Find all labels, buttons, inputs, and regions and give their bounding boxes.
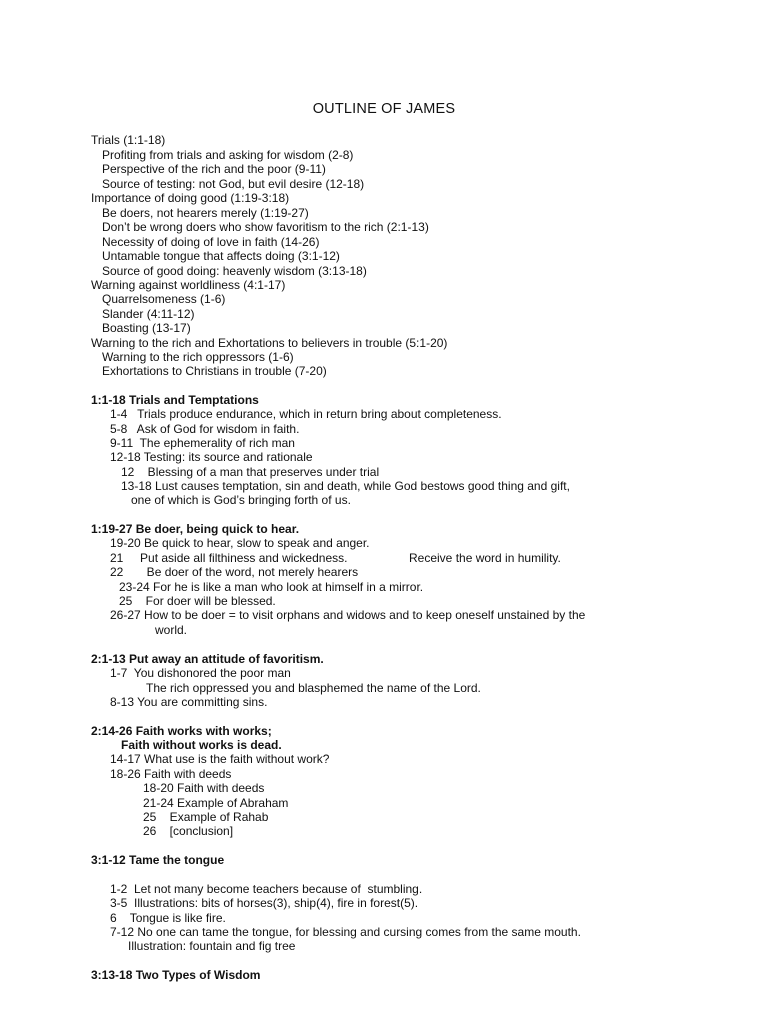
outline-item: Trials (1:1-18) bbox=[91, 133, 166, 147]
section-line: 18-20 Faith with deeds bbox=[143, 781, 265, 795]
section-heading: 2:14-26 Faith works with works; bbox=[91, 724, 272, 738]
outline-item: Warning to the rich and Exhortations to believers in trouble (5:1-20) bbox=[91, 336, 448, 350]
section-line: 26 [conclusion] bbox=[143, 824, 234, 838]
outline-subitem: Slander (4:11-12) bbox=[102, 307, 195, 321]
section-line: 1-7 You dishonored the poor man bbox=[110, 666, 291, 680]
section-line: 18-26 Faith with deeds bbox=[110, 767, 232, 781]
section-heading: Faith without works is dead. bbox=[121, 738, 282, 752]
section-line: 1-2 Let not many become teachers because of stumbling. bbox=[110, 882, 423, 896]
section-heading: 2:1-13 Put away an attitude of favoritism. bbox=[91, 652, 324, 666]
outline-subitem: Source of good doing: heavenly wisdom (3:13-18) bbox=[102, 264, 367, 278]
section-heading: 1:19-27 Be doer, being quick to hear. bbox=[91, 522, 300, 536]
outline-subitem: Don’t be wrong doers who show favoritism to the rich (2:1-13) bbox=[102, 220, 429, 234]
section-line: 25 Example of Rahab bbox=[143, 810, 269, 824]
section-line: 1-4 Trials produce endurance, which in return bring about completeness. bbox=[110, 407, 502, 421]
section-line: 13-18 Lust causes temptation, sin and death, while God bestows good thing and gift, bbox=[121, 479, 570, 493]
section-line: 22 Be doer of the word, not merely hearers bbox=[110, 565, 359, 579]
section-line: 23-24 For he is like a man who look at himself in a mirror. bbox=[119, 580, 424, 594]
section-line: The rich oppressed you and blasphemed the name of the Lord. bbox=[146, 681, 481, 695]
section-line: 5-8 Ask of God for wisdom in faith. bbox=[110, 422, 300, 436]
section-line: 7-12 No one can tame the tongue, for blessing and cursing comes from the same mouth. bbox=[110, 925, 581, 939]
outline-subitem: Profiting from trials and asking for wisdom (2-8) bbox=[102, 148, 354, 162]
outline-subitem: Boasting (13-17) bbox=[102, 321, 191, 335]
outline-subitem: Be doers, not hearers merely (1:19-27) bbox=[102, 206, 309, 220]
section-line: 26-27 How to be doer = to visit orphans and widows and to keep oneself unstained by the bbox=[110, 608, 586, 622]
outline-subitem: Untamable tongue that affects doing (3:1-12) bbox=[102, 249, 340, 263]
outline-subitem: Perspective of the rich and the poor (9-11) bbox=[102, 162, 326, 176]
section-heading: 3:1-12 Tame the tongue bbox=[91, 853, 225, 867]
page-title: OUTLINE OF JAMES bbox=[312, 101, 456, 117]
outline-item: Warning against worldliness (4:1-17) bbox=[91, 278, 286, 292]
outline-subitem: Quarrelsomeness (1-6) bbox=[102, 292, 226, 306]
section-line: 12-18 Testing: its source and rationale bbox=[110, 450, 313, 464]
outline-subitem: Necessity of doing of love in faith (14-26) bbox=[102, 235, 320, 249]
outline-subitem: Source of testing: not God, but evil desire (12-18) bbox=[102, 177, 365, 191]
outline-subitem: Exhortations to Christians in trouble (7-20) bbox=[102, 364, 327, 378]
section-line: Illustration: fountain and fig tree bbox=[128, 939, 296, 953]
section-line: 25 For doer will be blessed. bbox=[119, 594, 276, 608]
outline-subitem: Warning to the rich oppressors (1-6) bbox=[102, 350, 294, 364]
section-line: 8-13 You are committing sins. bbox=[110, 695, 268, 709]
section-line: 19-20 Be quick to hear, slow to speak and anger. bbox=[110, 536, 370, 550]
section-line: 6 Tongue is like fire. bbox=[110, 911, 226, 925]
section-line: 12 Blessing of a man that preserves under trial bbox=[121, 465, 380, 479]
section-line: world. bbox=[155, 623, 188, 637]
section-line: 9-11 The ephemerality of rich man bbox=[110, 436, 295, 450]
section-line: 14-17 What use is the faith without work? bbox=[110, 752, 330, 766]
section-line: one of which is God’s bringing forth of us. bbox=[131, 493, 351, 507]
section-line: Receive the word in humility. bbox=[409, 551, 561, 565]
section-line: 3-5 Illustrations: bits of horses(3), ship(4), fire in forest(5). bbox=[110, 896, 419, 910]
outline-item: Importance of doing good (1:19-3:18) bbox=[91, 191, 290, 205]
section-line: 21-24 Example of Abraham bbox=[143, 796, 289, 810]
section-line: 21 Put aside all filthiness and wickedness. bbox=[110, 551, 348, 565]
section-heading: 3:13-18 Two Types of Wisdom bbox=[91, 968, 261, 982]
section-heading: 1:1-18 Trials and Temptations bbox=[91, 393, 259, 407]
